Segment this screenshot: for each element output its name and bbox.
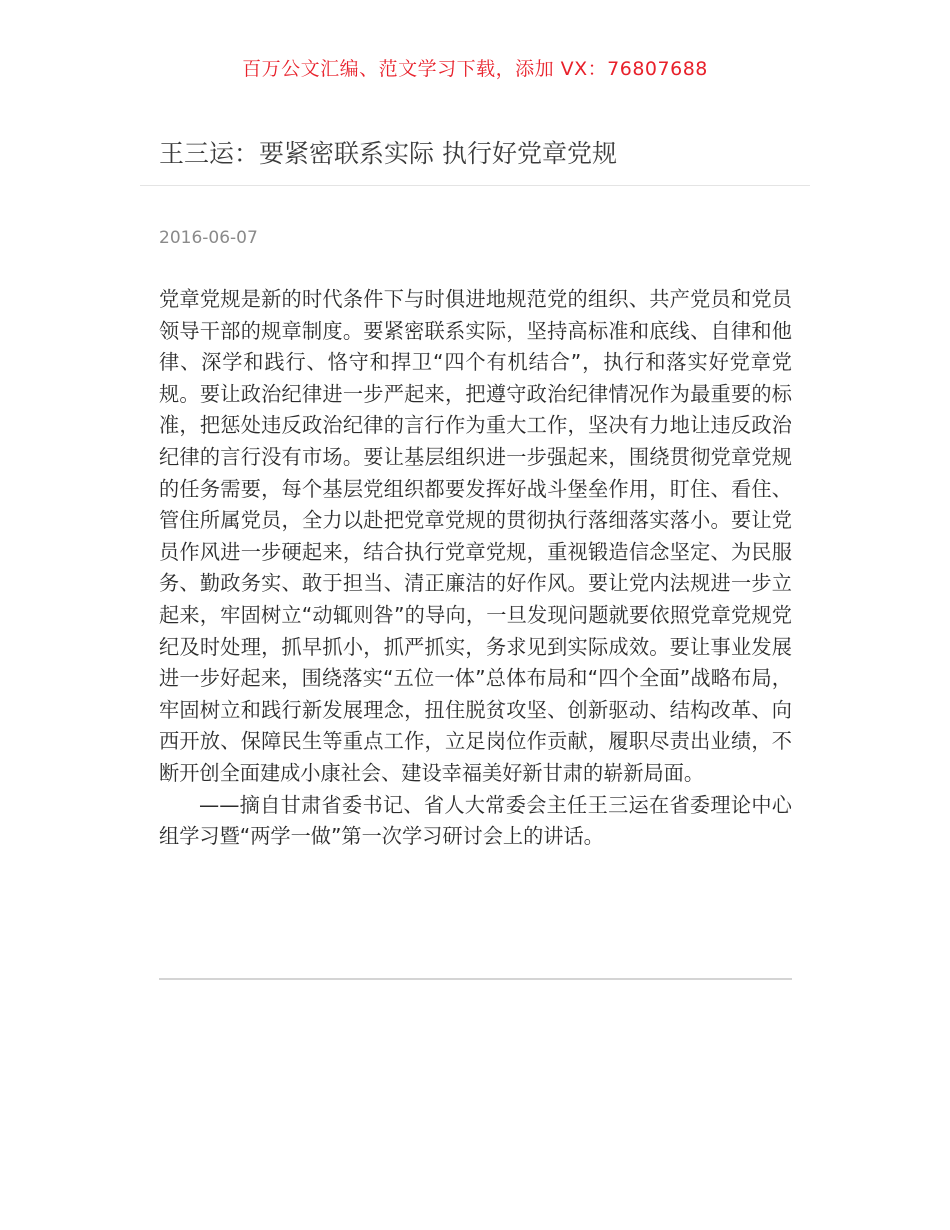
promo-banner: 百万公文汇编、范文学习下载，添加 VX：76807688: [242, 58, 708, 80]
article-body: [159, 284, 792, 853]
body-paragraph: 党章党规是新的时代条件下与时俱进地规范党的组织、共产党员和党员领导干部的规章制度。要紧密联系实际，坚持高标准和底线、自律和他律、深学和践行、恪守和捍卫“四个有机结合”，执行和落实好党章党规。要让政治纪律进一步严起来，把遵守政治纪律情况作为最重要的标准，把惩处违反政治纪律的言行作为重大工作，坚决有力地让违反政治纪律的言行没有市场。要让基层组织进一步强起来，围绕贯彻党章党规的任务需要，每个基层党组织都要发挥好战斗堡垒作用，盯住、看住、管住所属党员，全力以赴把党章党规的贯彻执行落细落实落小。要让党员作风进一步硬起来，结合执行党章党规，重视锻造信念坚定、为民服务、勤政务实、敢于担当、清正廉洁的好作风。要让党内法规进一步立起来，牢固树立“动辄则咎”的导向，一旦发现问题就要依照党章党规党纪及时处理，抓早抓小，抓严抓实，务求见到实际成效。要让事业发展进一步好起来，围绕落实“五位一体”总体布局和“四个全面”战略布局，牢固树立和践行新发展理念，扭住脱贫攻坚、创新驱动、结构改革、向西开放、保障民生等重点工作，立足岗位作贡献，履职尽责出业绩，不断开创全面建成小康社会、建设幸福美好新甘肃的崭新局面。: [159, 287, 792, 785]
footer-divider: [159, 978, 792, 980]
publish-date: 2016-06-07: [159, 228, 258, 248]
source-attribution: ——摘自甘肃省委书记、省人大常委会主任王三运在省委理论中心组学习暨“两学一做”第一次学习研讨会上的讲话。: [159, 792, 792, 849]
article-title: 王三运：要紧密联系实际 执行好党章党规: [159, 139, 617, 168]
title-divider: [140, 185, 810, 186]
